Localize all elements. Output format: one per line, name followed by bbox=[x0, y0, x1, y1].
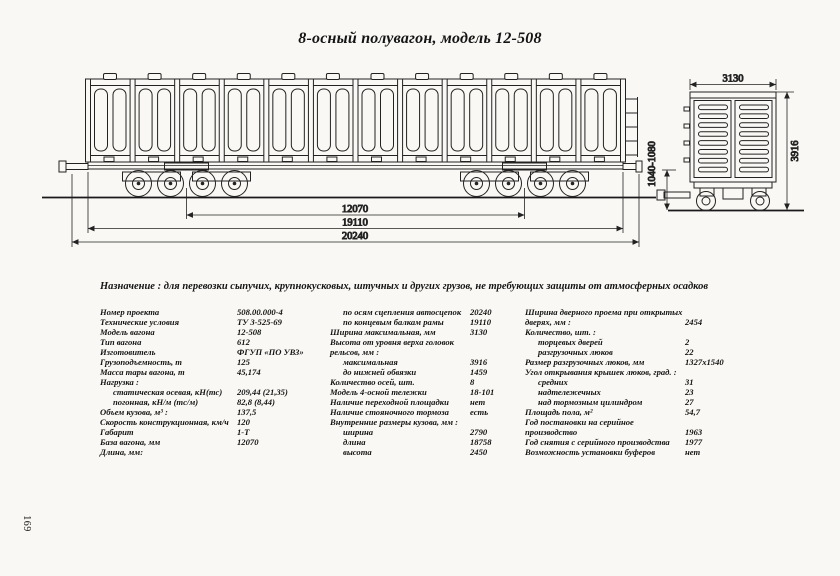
spec-row bbox=[525, 357, 755, 367]
spec-label: Габарит bbox=[100, 427, 134, 437]
spec-label: длина bbox=[343, 437, 366, 447]
spec-label: Грузоподъемность, т bbox=[100, 357, 182, 367]
spec-label: высота bbox=[343, 447, 372, 457]
spec-label: База вагона, мм bbox=[100, 437, 161, 447]
spec-value: 508.00.000-4 bbox=[237, 307, 283, 317]
spec-column-2 bbox=[330, 307, 525, 457]
spec-row bbox=[100, 307, 325, 317]
spec-label: Год постановки на серийное bbox=[525, 417, 634, 427]
spec-label: средних bbox=[538, 377, 568, 387]
spec-label: Модель 4-осной тележки bbox=[330, 387, 427, 397]
spec-row bbox=[100, 437, 325, 447]
spec-label: погонная, кН/м (тс/м) bbox=[113, 397, 199, 407]
spec-row bbox=[100, 357, 325, 367]
spec-column-1 bbox=[100, 307, 325, 457]
spec-row bbox=[100, 337, 325, 347]
spec-row bbox=[330, 317, 525, 327]
spec-label: максимальная bbox=[343, 357, 398, 367]
spec-value: 23 bbox=[685, 387, 694, 397]
purpose-line: Назначение : для перевозки сыпучих, крупнокусковых, штучных и других грузов, не требующих защиты от атмосферных осадков bbox=[100, 281, 709, 292]
spec-value: 12-508 bbox=[237, 327, 262, 337]
spec-row bbox=[525, 347, 755, 357]
spec-row bbox=[100, 387, 325, 397]
spec-label: Высота от уровня верха головок bbox=[330, 337, 454, 347]
spec-value: 3130 bbox=[470, 327, 488, 337]
spec-value: 1977 bbox=[685, 437, 703, 447]
spec-label: дверях, мм : bbox=[525, 317, 571, 327]
spec-value: 1459 bbox=[470, 367, 488, 377]
bogie-wheels bbox=[126, 171, 586, 197]
spec-label: Нагрузка : bbox=[100, 377, 139, 387]
spec-value: 120 bbox=[237, 417, 250, 427]
spec-label: Площадь пола, м² bbox=[525, 407, 593, 417]
spec-row bbox=[330, 377, 525, 387]
spec-value: 209,44 (21,35) bbox=[237, 387, 288, 397]
end-door-left bbox=[694, 101, 731, 178]
spec-label: рельсов, мм : bbox=[330, 347, 380, 357]
spec-column-3 bbox=[525, 307, 755, 457]
spec-value: 18758 bbox=[470, 437, 492, 447]
spec-label: Наличие переходной площадки bbox=[330, 397, 449, 407]
dim-coupler-height: 1040-1080 bbox=[647, 141, 658, 187]
end-door-right bbox=[735, 101, 772, 178]
spec-value: 8 bbox=[470, 377, 475, 387]
spec-row bbox=[525, 377, 755, 387]
technical-drawing bbox=[0, 52, 840, 270]
spec-row bbox=[525, 327, 755, 337]
spec-row bbox=[330, 427, 525, 437]
spec-value: 125 bbox=[237, 357, 250, 367]
spec-value: 82,8 (8,44) bbox=[237, 397, 275, 407]
spec-label: ширина bbox=[343, 427, 374, 437]
spec-row bbox=[525, 337, 755, 347]
spec-value: 45,174 bbox=[237, 367, 261, 377]
spec-label: Изготовитель bbox=[100, 347, 156, 357]
spec-value: 18-101 bbox=[470, 387, 495, 397]
spec-label: по осям сцепления автосцепок bbox=[343, 307, 462, 317]
dim-frame-length: 19110 bbox=[342, 217, 368, 229]
spec-row bbox=[330, 407, 525, 417]
spec-row bbox=[330, 327, 525, 337]
spec-label: торцевых дверей bbox=[538, 337, 603, 347]
spec-value: 137,5 bbox=[237, 407, 257, 417]
spec-label: Технические условия bbox=[100, 317, 179, 327]
spec-value: ТУ 3-525-69 bbox=[237, 317, 282, 327]
spec-label: Тип вагона bbox=[100, 337, 142, 347]
spec-label: Количество осей, шт. bbox=[330, 377, 415, 387]
spec-row bbox=[525, 427, 755, 437]
spec-row bbox=[100, 427, 325, 437]
side-hooks bbox=[684, 107, 690, 162]
spec-row bbox=[330, 387, 525, 397]
spec-label: Номер проекта bbox=[100, 307, 160, 317]
spec-label: Ширина дверного проема при открытых bbox=[525, 307, 683, 317]
spec-value: 1327х1540 bbox=[685, 357, 724, 367]
spec-value: 1-Т bbox=[237, 427, 250, 437]
spec-label: производство bbox=[525, 427, 578, 437]
spec-row bbox=[330, 357, 525, 367]
spec-value: 54,7 bbox=[685, 407, 701, 417]
dim-wheelbase: 12070 bbox=[341, 204, 369, 215]
spec-value: 20240 bbox=[470, 307, 492, 317]
end-ladder bbox=[626, 97, 638, 157]
spec-label: Масса тары вагона, т bbox=[100, 367, 185, 377]
spec-row bbox=[525, 317, 755, 327]
spec-value: 2 bbox=[685, 337, 690, 347]
spec-row bbox=[100, 327, 325, 337]
spec-value: 2450 bbox=[470, 447, 488, 457]
dim-end-height: 3916 bbox=[790, 140, 801, 162]
spec-row bbox=[525, 437, 755, 447]
spec-label: Скорость конструкционная, км/ч bbox=[100, 417, 229, 427]
spec-row bbox=[525, 387, 755, 397]
spec-value: 12070 bbox=[237, 437, 259, 447]
spec-label: Размер разгрузочных люков, мм bbox=[525, 357, 645, 367]
spec-label: Наличие стояночного тормоза bbox=[330, 407, 449, 417]
spec-label: Объем кузова, м³ : bbox=[100, 407, 168, 417]
coupler-right bbox=[623, 161, 642, 172]
spec-row bbox=[525, 397, 755, 407]
spec-row bbox=[100, 317, 325, 327]
door-slats bbox=[699, 105, 769, 172]
end-coupler bbox=[657, 190, 690, 200]
spec-label: Длина, мм: bbox=[100, 447, 144, 457]
spec-value: 612 bbox=[237, 337, 250, 347]
spec-row bbox=[525, 417, 755, 427]
coupler-left bbox=[59, 161, 88, 172]
spec-row bbox=[330, 307, 525, 317]
spec-value: 27 bbox=[685, 397, 694, 407]
spec-row bbox=[330, 397, 525, 407]
spec-row bbox=[100, 347, 325, 357]
spec-row bbox=[100, 447, 325, 457]
spec-value: 2790 bbox=[470, 427, 488, 437]
spec-value: 3916 bbox=[470, 357, 488, 367]
spec-label: до нижней обвязки bbox=[343, 367, 417, 377]
spec-label: по концевым балкам рамы bbox=[343, 317, 444, 327]
spec-label: Возможность установки буферов bbox=[525, 447, 656, 457]
spec-row bbox=[330, 367, 525, 377]
spec-label: над тормозным цилиндром bbox=[538, 397, 643, 407]
spec-label: надтележечных bbox=[538, 387, 601, 397]
spec-value: 31 bbox=[685, 377, 694, 387]
side-view bbox=[42, 74, 656, 248]
spec-label: разгрузочных люков bbox=[538, 347, 613, 357]
dim-end-width: 3130 bbox=[722, 73, 744, 85]
spec-value: 19110 bbox=[470, 317, 492, 327]
spec-value: ФГУП «ПО УВЗ» bbox=[237, 347, 304, 357]
spec-row bbox=[100, 407, 325, 417]
spec-label: Количество, шт. : bbox=[525, 327, 596, 337]
spec-row bbox=[525, 447, 755, 457]
page-title: 8-осный полувагон, модель 12-508 bbox=[298, 30, 542, 47]
spec-row bbox=[100, 367, 325, 377]
spec-row bbox=[330, 437, 525, 447]
spec-row bbox=[525, 367, 755, 377]
spec-value: 2454 bbox=[685, 317, 703, 327]
spec-row bbox=[330, 337, 525, 347]
end-wheels bbox=[697, 192, 770, 211]
spec-row bbox=[330, 417, 525, 427]
spec-label: Ширина максимальная, мм bbox=[330, 327, 436, 337]
spec-value: 1963 bbox=[685, 427, 703, 437]
end-dimensions bbox=[647, 74, 801, 211]
page-number: 169 bbox=[20, 515, 32, 532]
spec-row bbox=[525, 407, 755, 417]
spec-value: нет bbox=[470, 397, 486, 407]
spec-label: Внутренние размеры кузова, мм : bbox=[330, 417, 458, 427]
end-view bbox=[647, 74, 804, 211]
spec-label: статическая осевая, кН(тс) bbox=[113, 387, 223, 397]
spec-label: Год снятия с серийного производства bbox=[525, 437, 670, 447]
dim-coupled-length: 20240 bbox=[341, 231, 369, 242]
spec-value: нет bbox=[685, 447, 701, 457]
spec-value: 22 bbox=[685, 347, 694, 357]
spec-row bbox=[100, 417, 325, 427]
side-stakes bbox=[86, 79, 626, 162]
spec-label: Модель вагона bbox=[100, 327, 155, 337]
spec-label: Угол открывания крышек люков, град. : bbox=[525, 367, 677, 377]
end-underframe bbox=[694, 182, 772, 188]
spec-row bbox=[100, 377, 325, 387]
spec-row bbox=[525, 307, 755, 317]
spec-row bbox=[100, 397, 325, 407]
spec-row bbox=[330, 447, 525, 457]
spec-row bbox=[330, 347, 525, 357]
spec-value: есть bbox=[470, 407, 489, 417]
